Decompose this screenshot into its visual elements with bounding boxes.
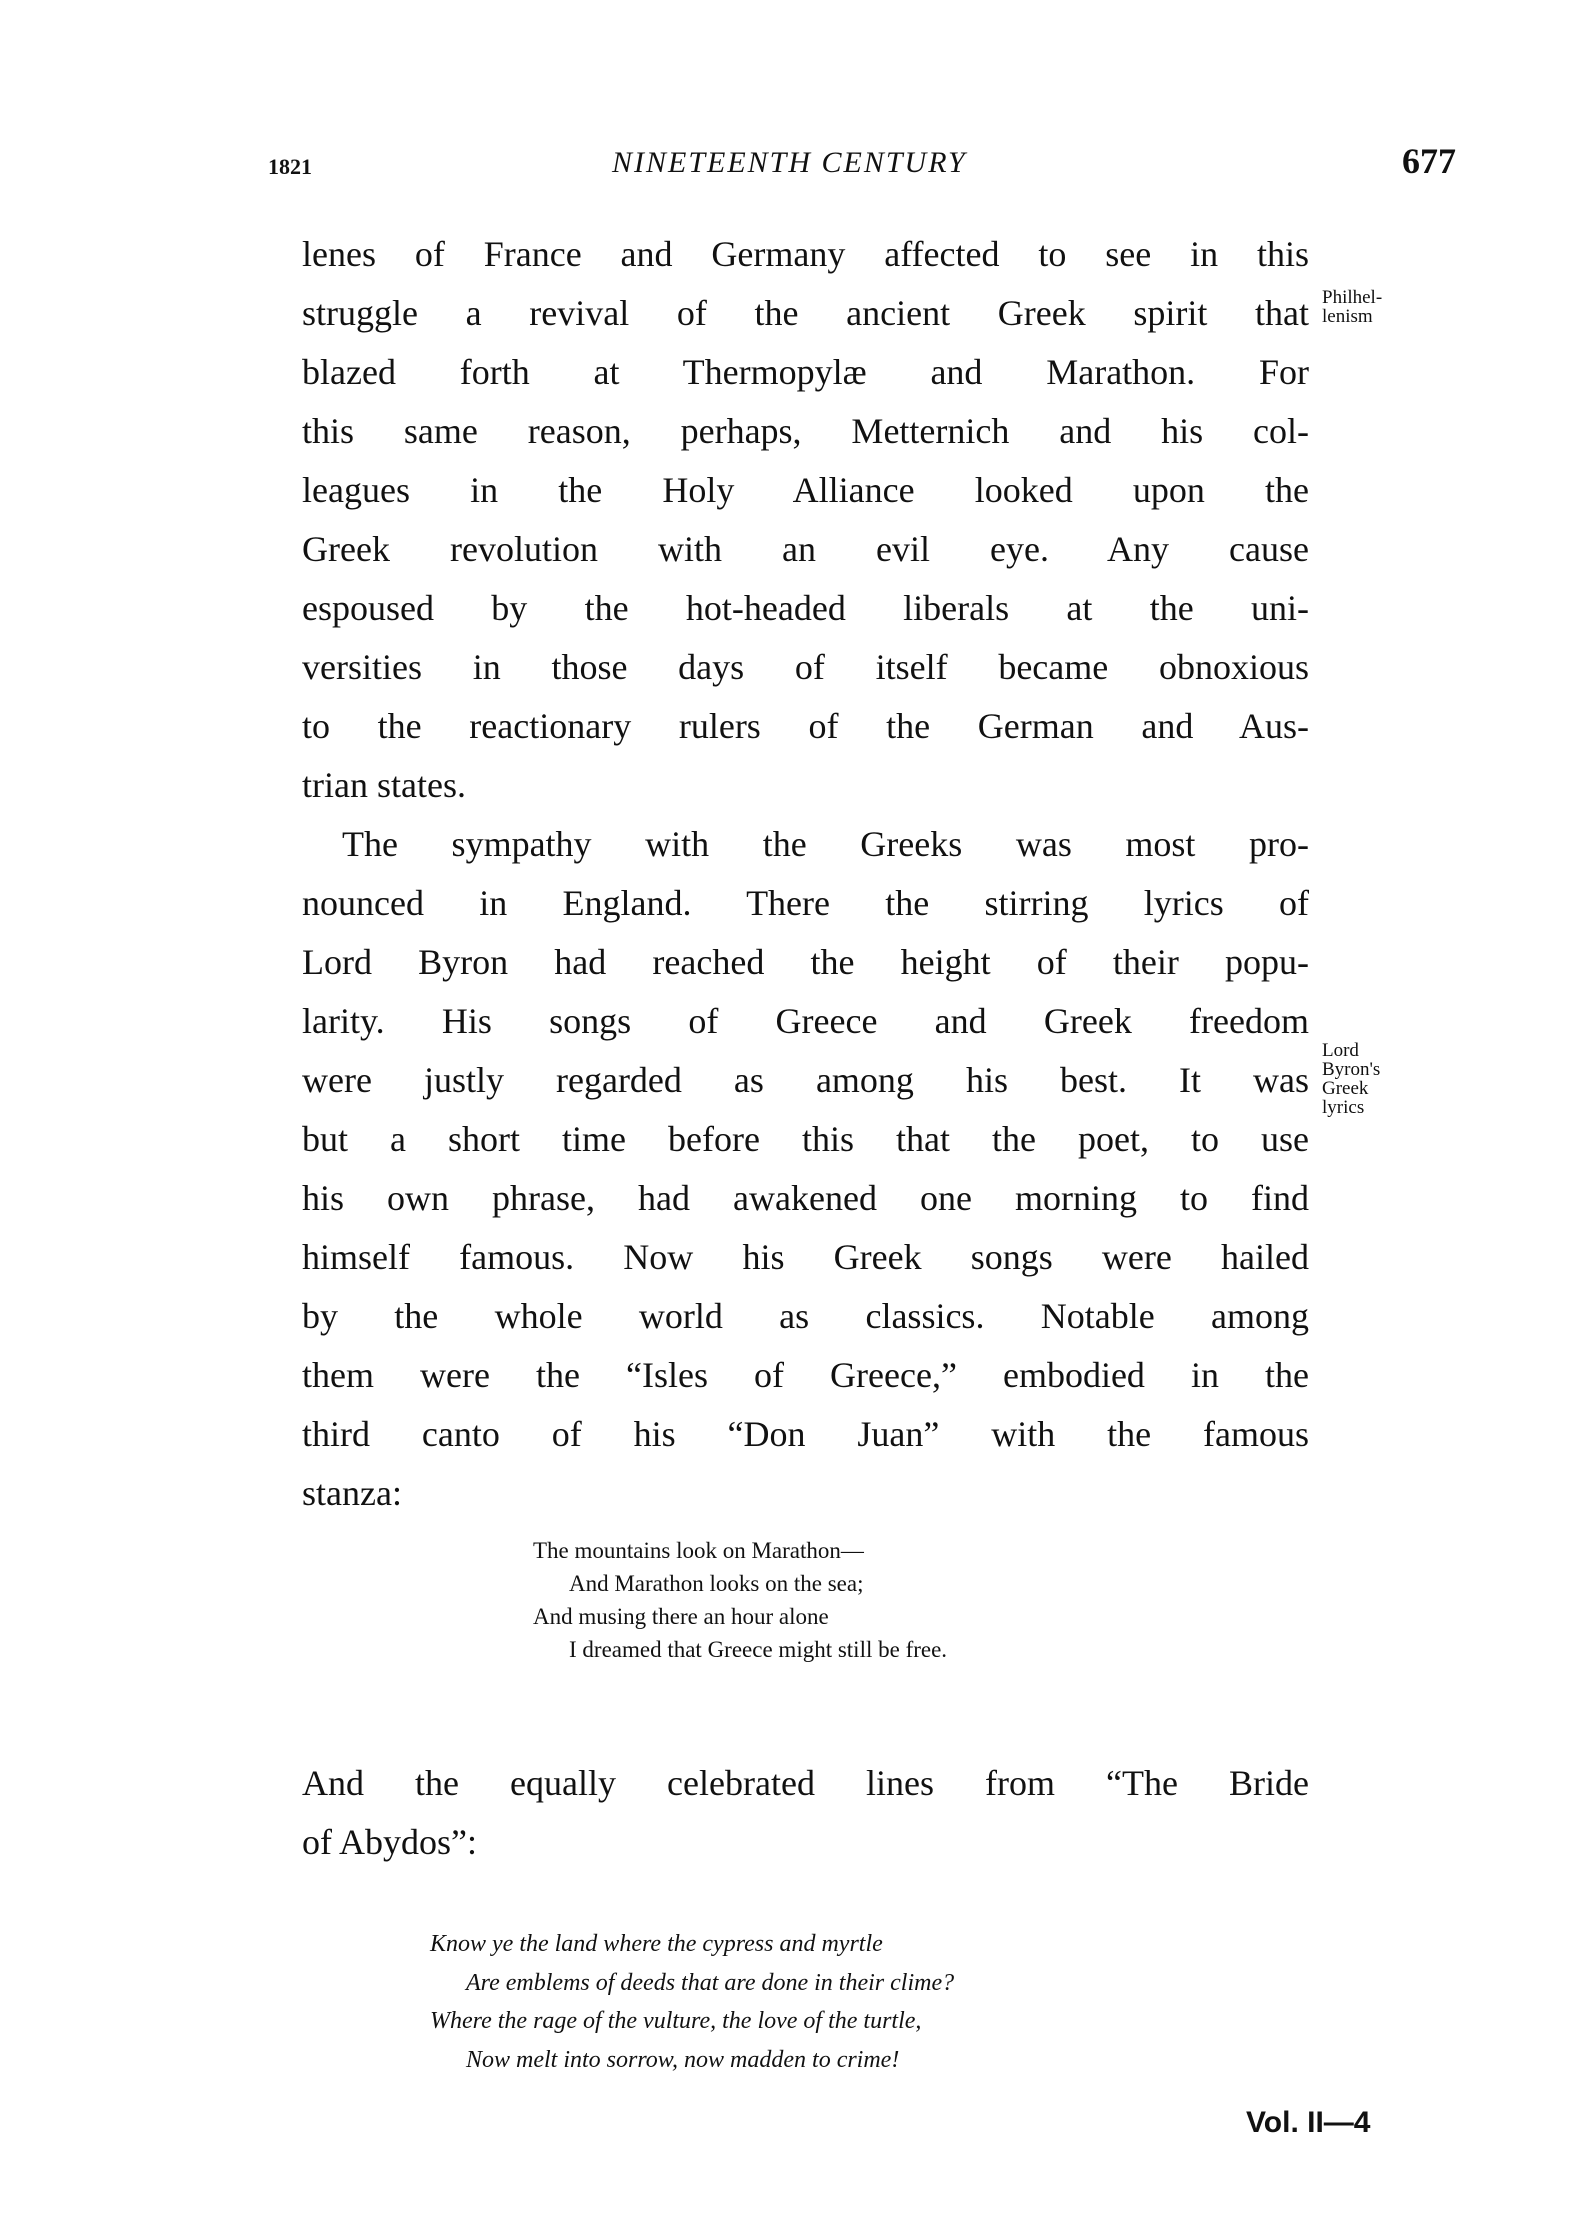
text-line: versities in those days of itself became obnoxious [302,647,1309,687]
text-line: struggle a revival of the ancient Greek spirit that [302,293,1309,333]
text-line: but a short time before this that the poet, to use [302,1119,1309,1159]
margin-note-line: lenism [1322,306,1373,327]
text-line: to the reactionary rulers of the German and Aus- [302,706,1309,746]
margin-note-line: Lord [1322,1040,1359,1061]
margin-note-byron [1322,1041,1380,1117]
signature-mark: Vol. II—4 [1246,2106,1371,2139]
text-line: And the equally celebrated lines from “The Bride [302,1763,1309,1803]
poem-line: And musing there an hour alone [533,1604,829,1629]
running-head-year: 1821 [268,154,312,179]
text-line: espoused by the hot-headed liberals at the uni- [302,588,1309,628]
poem-line: Are emblems of deeds that are done in their clime? [466,1969,955,1996]
text-line: stanza: [302,1473,402,1513]
text-line: Greek revolution with an evil eye. Any cause [302,529,1309,569]
poem-line: The mountains look on Marathon— [533,1538,864,1563]
margin-note-line: Byron's [1322,1059,1381,1080]
text-line: his own phrase, had awakened one morning to find [302,1178,1309,1218]
poem-line: Now melt into sorrow, now madden to crime! [466,2046,900,2073]
margin-note-line: Greek [1322,1078,1369,1099]
text-line: himself famous. Now his Greek songs were hailed [302,1237,1309,1277]
text-line: this same reason, perhaps, Metternich and his col- [302,411,1309,451]
margin-note-philhellenism [1322,288,1382,326]
text-line: Lord Byron had reached the height of their popu- [302,942,1309,982]
text-line: nounced in England. There the stirring lyrics of [302,883,1309,923]
text-line: leagues in the Holy Alliance looked upon the [302,470,1309,510]
margin-note-line: lyrics [1322,1097,1365,1118]
poem-line: Where the rage of the vulture, the love of the turtle, [430,2008,922,2034]
paragraph-2 [302,815,1309,1523]
page-number: 677 [1402,141,1456,181]
text-line: were justly regarded as among his best. It was [302,1060,1309,1100]
text-line: them were the “Isles of Greece,” embodied in the [302,1355,1309,1395]
text-line: of Abydos”: [302,1822,477,1862]
poem-line: I dreamed that Greece might still be free. [569,1637,948,1662]
text-line: blazed forth at Thermopylæ and Marathon. For [302,352,1309,392]
running-head-title: NINETEENTH CENTURY [612,146,967,179]
poem-stanza-bride-of-abydos [430,1925,954,2079]
text-line: larity. His songs of Greece and Greek freedom [302,1001,1309,1041]
text-line: The sympathy with the Greeks was most pro- [342,824,1309,864]
poem-line: And Marathon looks on the sea; [569,1571,864,1596]
margin-note-line: Philhel- [1322,287,1383,308]
text-line: third canto of his “Don Juan” with the famous [302,1414,1309,1454]
text-line: lenes of France and Germany affected to see in this [302,234,1309,274]
poem-line: Know ye the land where the cypress and myrtle [430,1931,883,1957]
paragraph-1 [302,225,1309,815]
paragraph-3 [302,1754,1309,1872]
poem-stanza-don-juan [533,1534,947,1666]
text-line: by the whole world as classics. Notable among [302,1296,1309,1336]
text-line: trian states. [302,765,466,805]
